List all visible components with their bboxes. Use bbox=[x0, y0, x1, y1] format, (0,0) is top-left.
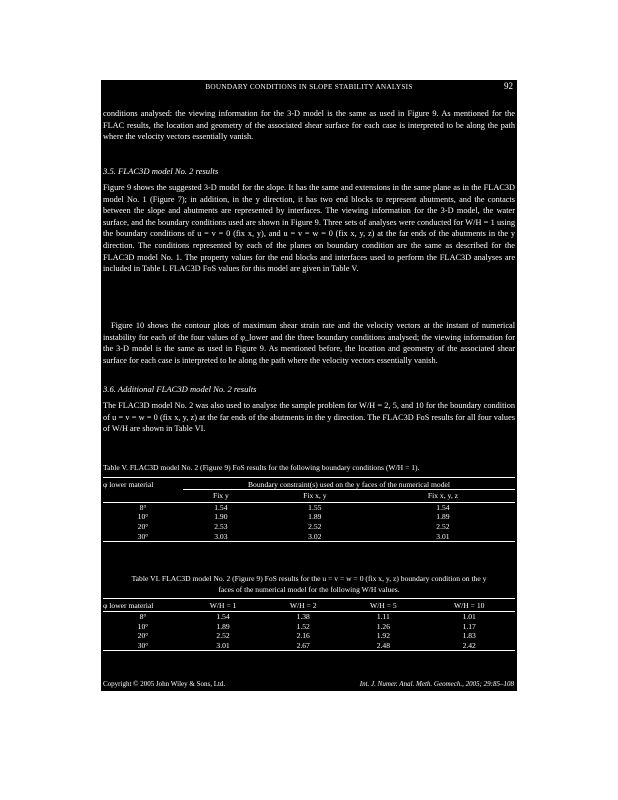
table-6-cell: 1.52 bbox=[296, 621, 310, 631]
table-6-cell: 1.89 bbox=[216, 621, 230, 631]
section-3-6-title: 3.6. Additional FLAC3D model No. 2 results bbox=[103, 384, 257, 394]
table-6-cell: 20° bbox=[137, 631, 149, 641]
table-5-cell: 30° bbox=[137, 531, 149, 541]
table-6-cell: 3.01 bbox=[216, 640, 230, 650]
table-5-cell: 3.03 bbox=[214, 531, 228, 541]
table-6-header: W/H = 5 bbox=[370, 601, 397, 611]
table-5-header: Fix y bbox=[212, 491, 229, 501]
table-5-cell: 1.89 bbox=[308, 512, 322, 522]
table-6-header: W/H = 1 bbox=[209, 601, 237, 611]
table-5 bbox=[103, 463, 515, 542]
table-5-cell: 20° bbox=[137, 522, 149, 532]
table-6-cell: 2.52 bbox=[216, 631, 230, 641]
table-5-group-header: Boundary constraint(s) used on the y faces of the numerical model bbox=[183, 477, 515, 489]
paragraph-figure-10: Figure 10 shows the contour plots of maximum shear strain rate and the velocity vectors at the instant of numerical instability for each of the four values of φ_lower and the three boundary conditions analysed; the viewing information for the 3-D model is the same as used in Figure 9. As mentioned before, the location and geometry of the associated shear surface for each case is interpreted to be along the path where the velocity vectors essentially vanish. bbox=[103, 321, 515, 365]
page-number: 92 bbox=[504, 81, 513, 91]
table-6-cell: 2.42 bbox=[462, 640, 476, 650]
table-5-cell: 1.54 bbox=[436, 502, 450, 512]
table-6-cell: 1.92 bbox=[376, 631, 390, 641]
table-6-cell: 1.26 bbox=[376, 621, 390, 631]
table-6-cell: 30° bbox=[137, 640, 149, 650]
paragraph-continuation: conditions analysed: the viewing information for the 3-D model is the same as used in Figure 9. As mentioned for the FLAC results, the location and geometry of the associated shear surface for each case is interpreted to be along the path where the velocity vectors essentially vanish. bbox=[103, 109, 515, 142]
table-6-caption: Table VI. FLAC3D model No. 2 (Figure 9) FoS results for the u = v = w = 0 (fix x, y, z) boundary condition on the y faces of the numerical model for the following W/H values. bbox=[131, 574, 487, 594]
paragraph-additional-results: The FLAC3D model No. 2 was also used to analyse the sample problem for W/H = 2, 5, and 10 for the boundary condition of u = v = w = 0 (fix x, y, z) at the far ends of the abutments in the y direction. The FLAC3D FoS results for all four values of W/H are shown in Table VI. bbox=[103, 401, 515, 434]
table-5-caption: Table V. FLAC3D model No. 2 (Figure 9) FoS results for the following boundary conditions (W/H = 1). bbox=[103, 463, 420, 472]
table-5-cell: 2.52 bbox=[436, 522, 450, 532]
table-6-col0-header: φ lower material bbox=[103, 601, 154, 611]
table-5-cell: 2.52 bbox=[308, 522, 322, 532]
table-6 bbox=[103, 574, 515, 651]
table-5-cell: 3.02 bbox=[308, 531, 322, 541]
table-5-header: Fix x, y, z bbox=[427, 491, 458, 501]
page bbox=[101, 80, 517, 691]
table-5-cell: 3.01 bbox=[436, 531, 450, 541]
table-5-cell: 2.53 bbox=[214, 522, 228, 532]
table-5-cell: 10° bbox=[137, 512, 149, 522]
table-6-cell: 2.48 bbox=[376, 640, 390, 650]
paragraph-model-description: Figure 9 shows the suggested 3-D model for the slope. It has the same and extensions in the same plane as in the FLAC3D model No. 1 (Figure 7); in addition, in the y direction, it has two end blocks to represent abutments, and the contacts between the slope and abutments are represented by interfaces. The viewing information for the 3-D model, the water surface, and the boundary conditions used are shown in Figure 9. Three sets of analyses were conducted for W/H = 1 using the boundary conditions of u = v = 0 (fix x, y), and u = v = w = 0 (fix x, y, z) at the far ends of the abutments in the y direction. The conditions represented by each of the planes on boundary condition are the same as described for the FLAC3D model No. 1. The property values for the end blocks and interfaces used to perform the FLAC3D analyses are included in Table I. FLAC3D FoS values for this model are given in Table V. bbox=[103, 183, 515, 274]
table-5-cell: 8° bbox=[139, 502, 147, 512]
table-6-cell: 1.83 bbox=[462, 631, 476, 641]
table-5-cell: 1.54 bbox=[214, 502, 228, 512]
table-6-cell: 1.11 bbox=[376, 612, 390, 622]
table-6-cell: 1.38 bbox=[296, 612, 310, 622]
table-5-col0-header: φ lower material bbox=[103, 479, 154, 489]
table-5-cell: 1.55 bbox=[308, 502, 322, 512]
table-6-cell: 2.16 bbox=[296, 631, 310, 641]
running-title: BOUNDARY CONDITIONS IN SLOPE STABILITY ANALYSIS bbox=[205, 83, 413, 91]
table-5-cell: 1.89 bbox=[436, 512, 450, 522]
table-6-cell: 1.54 bbox=[216, 612, 230, 622]
table-6-cell: 1.01 bbox=[462, 612, 476, 622]
table-5-header: Fix x, y bbox=[303, 491, 327, 501]
table-5-grid bbox=[103, 477, 515, 542]
table-6-cell: 10° bbox=[137, 621, 149, 631]
table-6-header: W/H = 2 bbox=[289, 601, 317, 611]
table-6-cell: 8° bbox=[139, 612, 147, 622]
table-6-header: W/H = 10 bbox=[453, 601, 485, 611]
table-6-grid bbox=[103, 598, 515, 651]
table-6-cell: 2.67 bbox=[296, 640, 310, 650]
journal-citation: Int. J. Numer. Anal. Meth. Geomech., 2005; 29:85–108 bbox=[359, 680, 514, 688]
table-5-cell: 1.90 bbox=[214, 512, 228, 522]
table-6-cell: 1.17 bbox=[462, 621, 476, 631]
section-3-5-title: 3.5. FLAC3D model No. 2 results bbox=[103, 166, 219, 176]
copyright-notice: Copyright © 2005 John Wiley & Sons, Ltd. bbox=[103, 680, 226, 688]
